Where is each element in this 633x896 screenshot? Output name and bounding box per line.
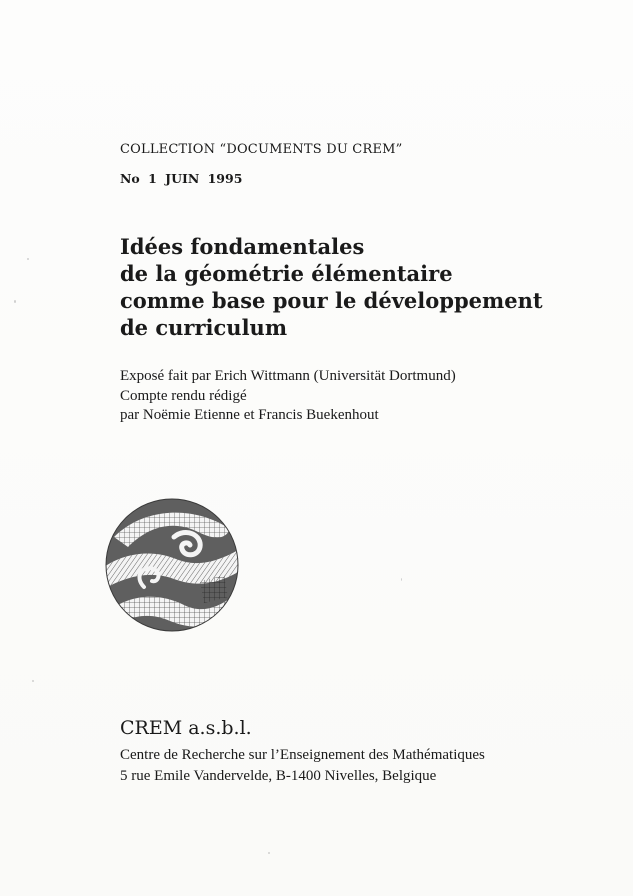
publisher-info [120,745,485,787]
scan-speck [14,300,16,303]
author-line-2: Compte rendu rédigé [120,387,247,404]
issue-number: No 1 JUIN 1995 [120,171,243,186]
title-line-3: comme base pour le développement [120,288,543,313]
scan-speck [27,258,29,260]
document-title [120,233,543,341]
title-line-1: Idées fondamentales [120,234,365,259]
scan-speck [401,578,402,581]
scan-speck [32,680,34,682]
collection-heading: COLLECTION “DOCUMENTS DU CREM” [120,142,403,157]
publisher-full-name: Centre de Recherche sur l’Enseignement des Mathématiques [120,747,485,763]
author-line-1: Exposé fait par Erich Wittmann (Universität Dortmund) [120,368,456,384]
scan-speck [268,852,270,854]
publisher-name: CREM a.s.b.l. [120,717,252,739]
author-credits [120,367,456,426]
patterned-sphere-logo-icon [104,497,240,633]
title-line-2: de la géométrie élémentaire [120,261,453,286]
title-line-4: de curriculum [120,315,288,340]
publisher-address: 5 rue Emile Vandervelde, B-1400 Nivelles, Belgique [120,768,437,784]
author-line-3: par Noëmie Etienne et Francis Buekenhout [120,407,379,423]
